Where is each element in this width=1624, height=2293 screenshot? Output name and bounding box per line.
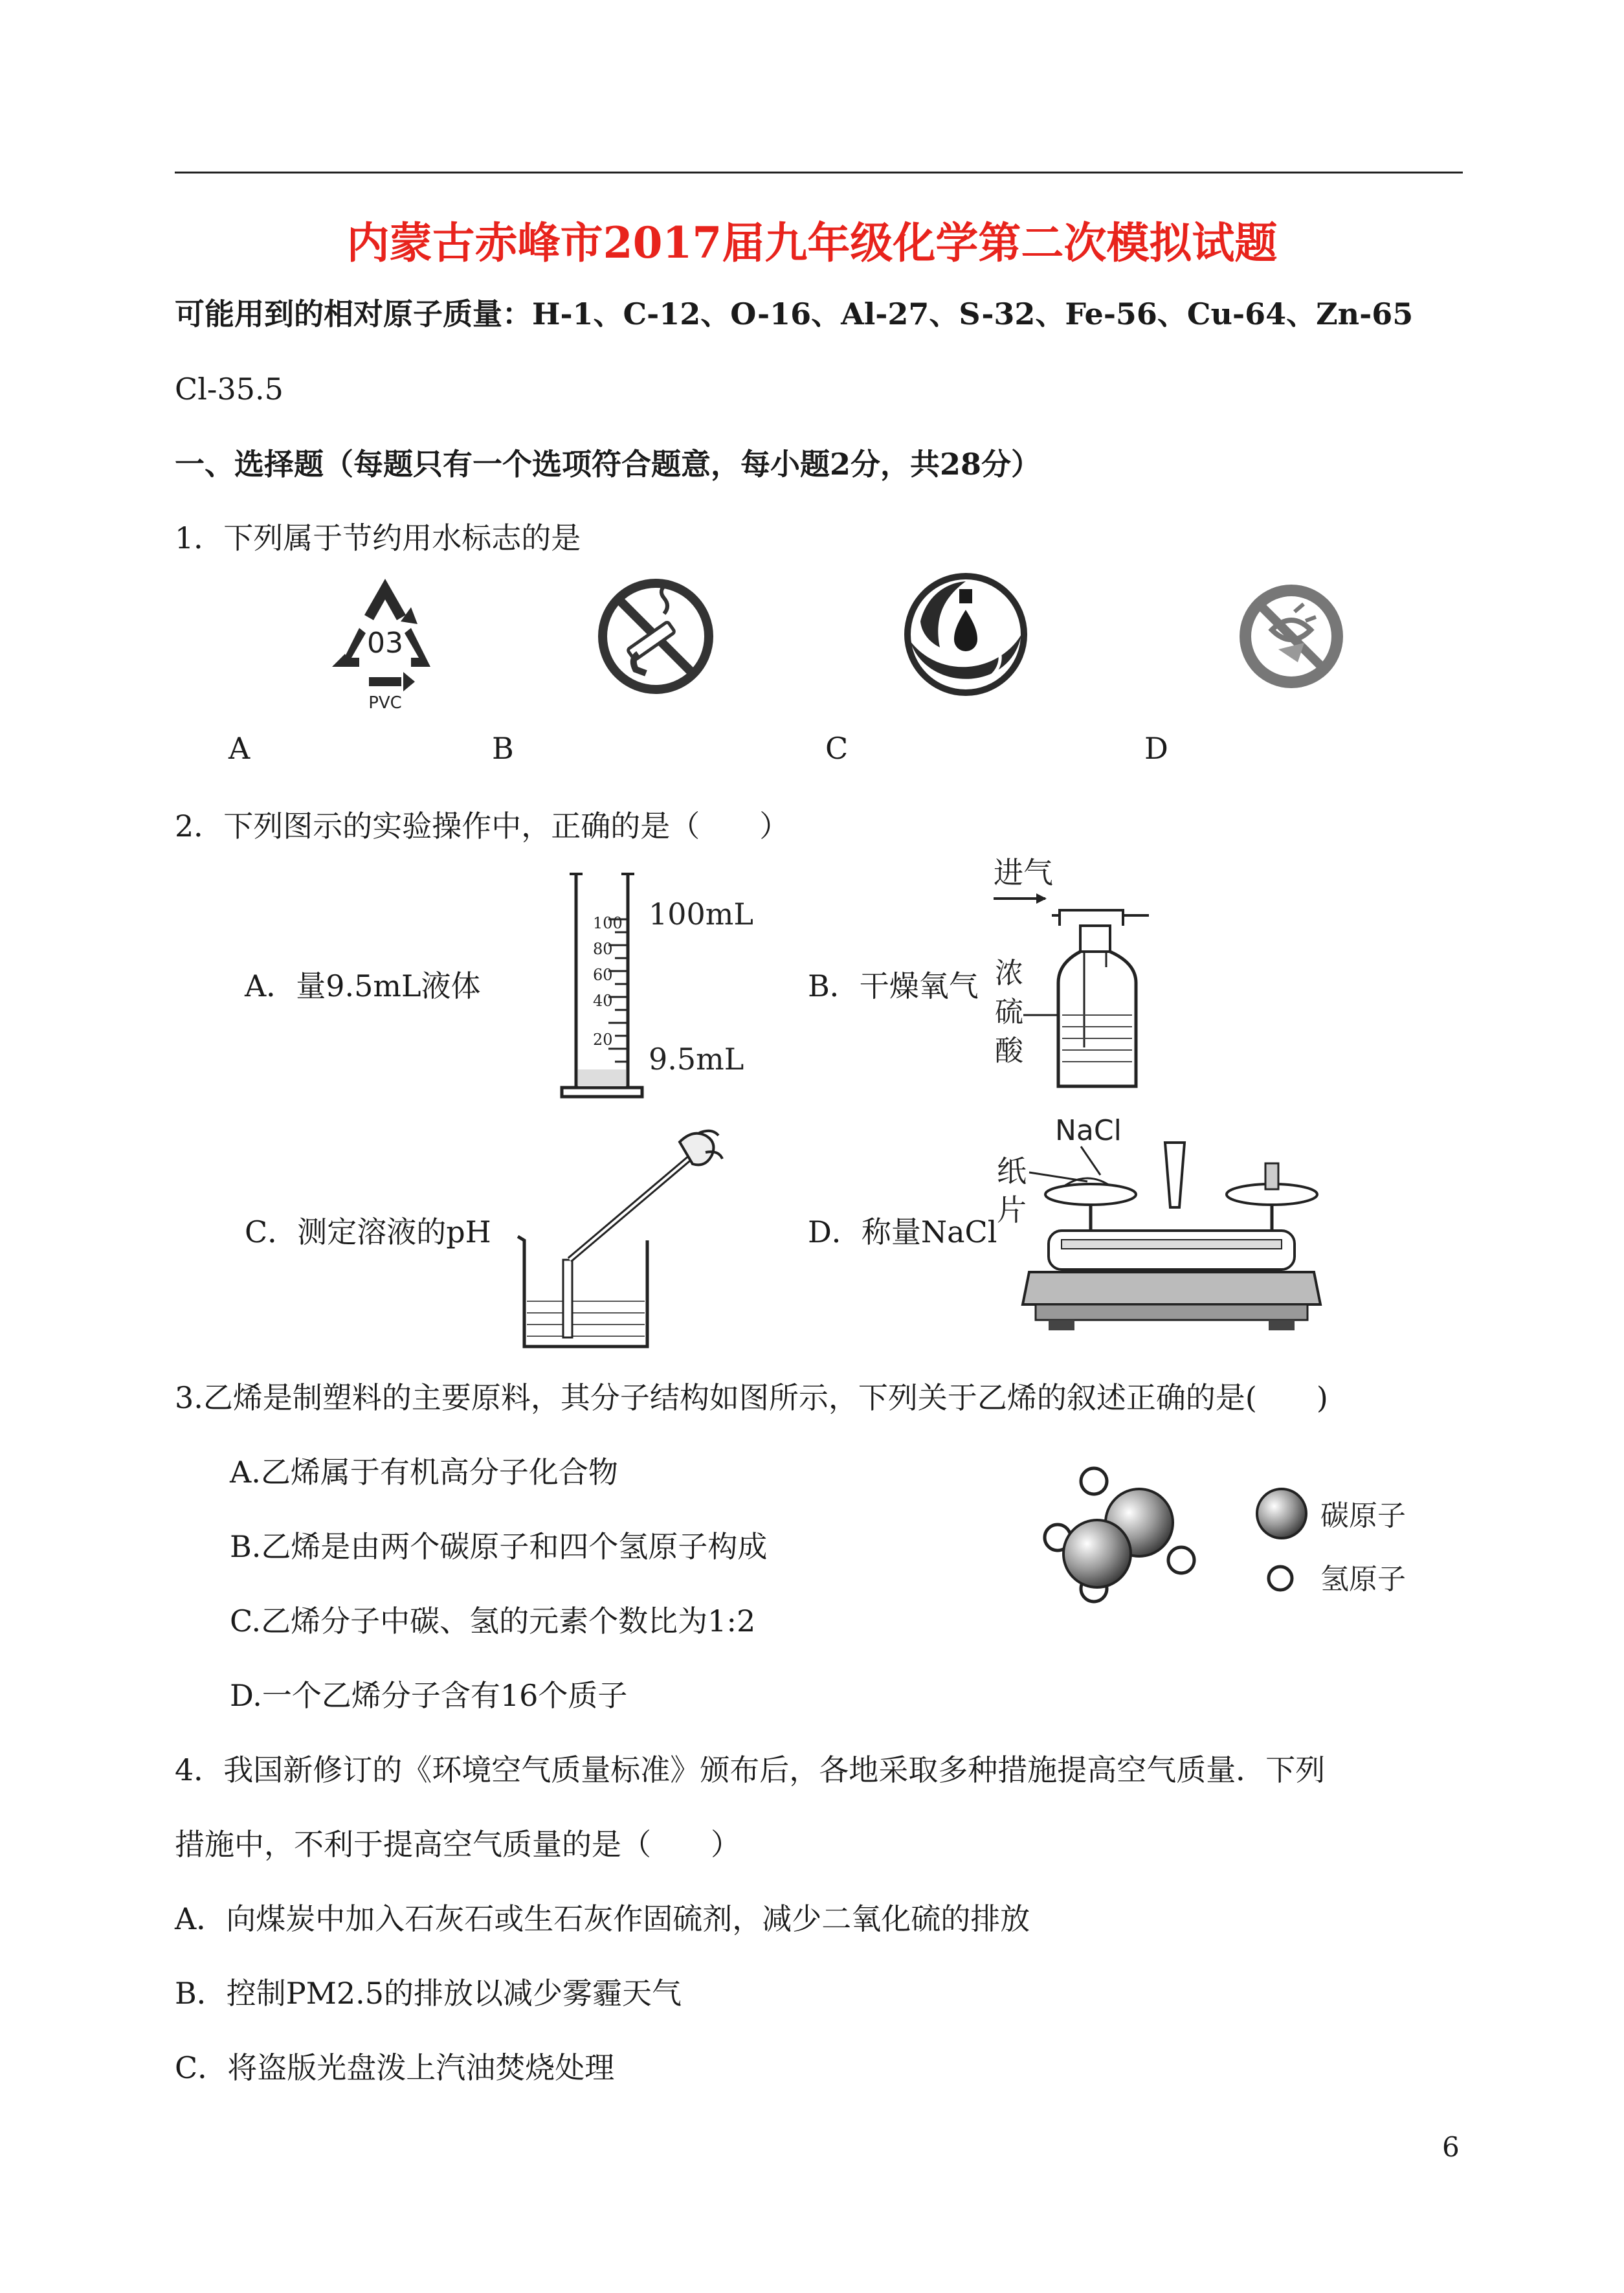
recycle-material: PVC: [368, 693, 402, 713]
atomic-mass-line-2: Cl-35.5: [175, 372, 284, 407]
q3-stem: 3.乙烯是制塑料的主要原料，其分子结构如图所示，下列关于乙烯的叙述正确的是( ): [175, 1380, 1328, 1415]
q2-stem: 2．下列图示的实验操作中，正确的是（ ）: [175, 809, 790, 844]
ethylene-molecule-figure: [1036, 1463, 1489, 1618]
q2-option-b: B．干燥氧气: [808, 968, 979, 1003]
q1-option-b: B: [492, 731, 514, 766]
tick-40: 40: [593, 992, 613, 1010]
q4-option-b: B．控制PM2.5的排放以减少雾霾天气: [175, 1976, 682, 2011]
q2-option-a: A．量9.5mL液体: [245, 968, 481, 1003]
graduated-cylinder-figure: [557, 867, 770, 1107]
page-number: 6: [1442, 2131, 1460, 2163]
q4-stem-line-2: 措施中，不利于提高空气质量的是（ ）: [175, 1827, 740, 1862]
q3-option-a: A.乙烯属于有机高分子化合物: [230, 1455, 618, 1490]
cylinder-capacity-label: 100mL: [649, 897, 753, 932]
q3-option-d: D.一个乙烯分子含有16个质子: [230, 1678, 628, 1713]
recycle-code: 03: [367, 627, 403, 660]
paper-label-1: 纸: [997, 1154, 1027, 1189]
q2-option-d: D．称量NaCl: [808, 1214, 997, 1249]
recycle-symbol-icon: [320, 570, 450, 712]
atomic-mass-line-1: 可能用到的相对原子质量：H-1、C-12、O-16、Al-27、S-32、Fe-56、Cu-64、Zn-65: [175, 296, 1414, 331]
water-saving-sign-icon: [901, 570, 1030, 699]
paper-label-2: 片: [997, 1192, 1027, 1227]
exam-title: 内蒙古赤峰市2017届九年级化学第二次模拟试题: [346, 218, 1278, 268]
gas-inlet-label: 进气: [994, 855, 1053, 890]
no-fishing-sign-icon: [1233, 578, 1350, 695]
q4-option-c: C．将盗版光盘泼上汽油焚烧处理: [175, 2050, 615, 2085]
legend-carbon-label: 碳原子: [1320, 1499, 1406, 1532]
q4-stem-line-1: 4．我国新修订的《环境空气质量标准》颁布后，各地采取多种措施提高空气质量．下列: [175, 1752, 1326, 1787]
acid-label-2: 硫: [995, 996, 1023, 1029]
tick-20: 20: [593, 1031, 613, 1049]
no-smoking-sign-icon: [594, 575, 717, 698]
hydrogen-legend-swatch: [1269, 1567, 1292, 1590]
q1-option-d: D: [1144, 731, 1168, 766]
section-heading-choice: 一、选择题（每题只有一个选项符合题意，每小题2分，共28分）: [175, 447, 1041, 482]
carbon-legend-swatch: [1257, 1489, 1306, 1538]
tick-100: 100: [593, 914, 623, 932]
ph-test-figure: [505, 1113, 738, 1359]
q1-option-a: A: [228, 731, 250, 766]
q3-option-b: B.乙烯是由两个碳原子和四个氢原子构成: [230, 1529, 768, 1564]
q3-option-c: C.乙烯分子中碳、氢的元素个数比为1:2: [230, 1604, 756, 1639]
gas-drying-bottle-figure: [987, 853, 1194, 1112]
cylinder-volume-label: 9.5mL: [649, 1042, 744, 1077]
q4-option-a: A．向煤炭中加入石灰石或生石灰作固硫剂，减少二氧化硫的排放: [175, 1901, 1030, 1936]
tick-60: 60: [593, 966, 613, 984]
nacl-label: NaCl: [1055, 1114, 1122, 1147]
legend-hydrogen-label: 氢原子: [1320, 1563, 1406, 1596]
balance-weighing-figure: [984, 1110, 1333, 1350]
acid-label-1: 浓: [995, 957, 1023, 990]
q1-option-c: C: [825, 731, 849, 766]
header-rule: [175, 172, 1463, 173]
tick-80: 80: [593, 940, 613, 958]
q2-option-c: C．测定溶液的pH: [245, 1214, 491, 1249]
acid-label-3: 酸: [995, 1035, 1023, 1068]
q1-stem: 1．下列属于节约用水标志的是: [175, 520, 581, 555]
